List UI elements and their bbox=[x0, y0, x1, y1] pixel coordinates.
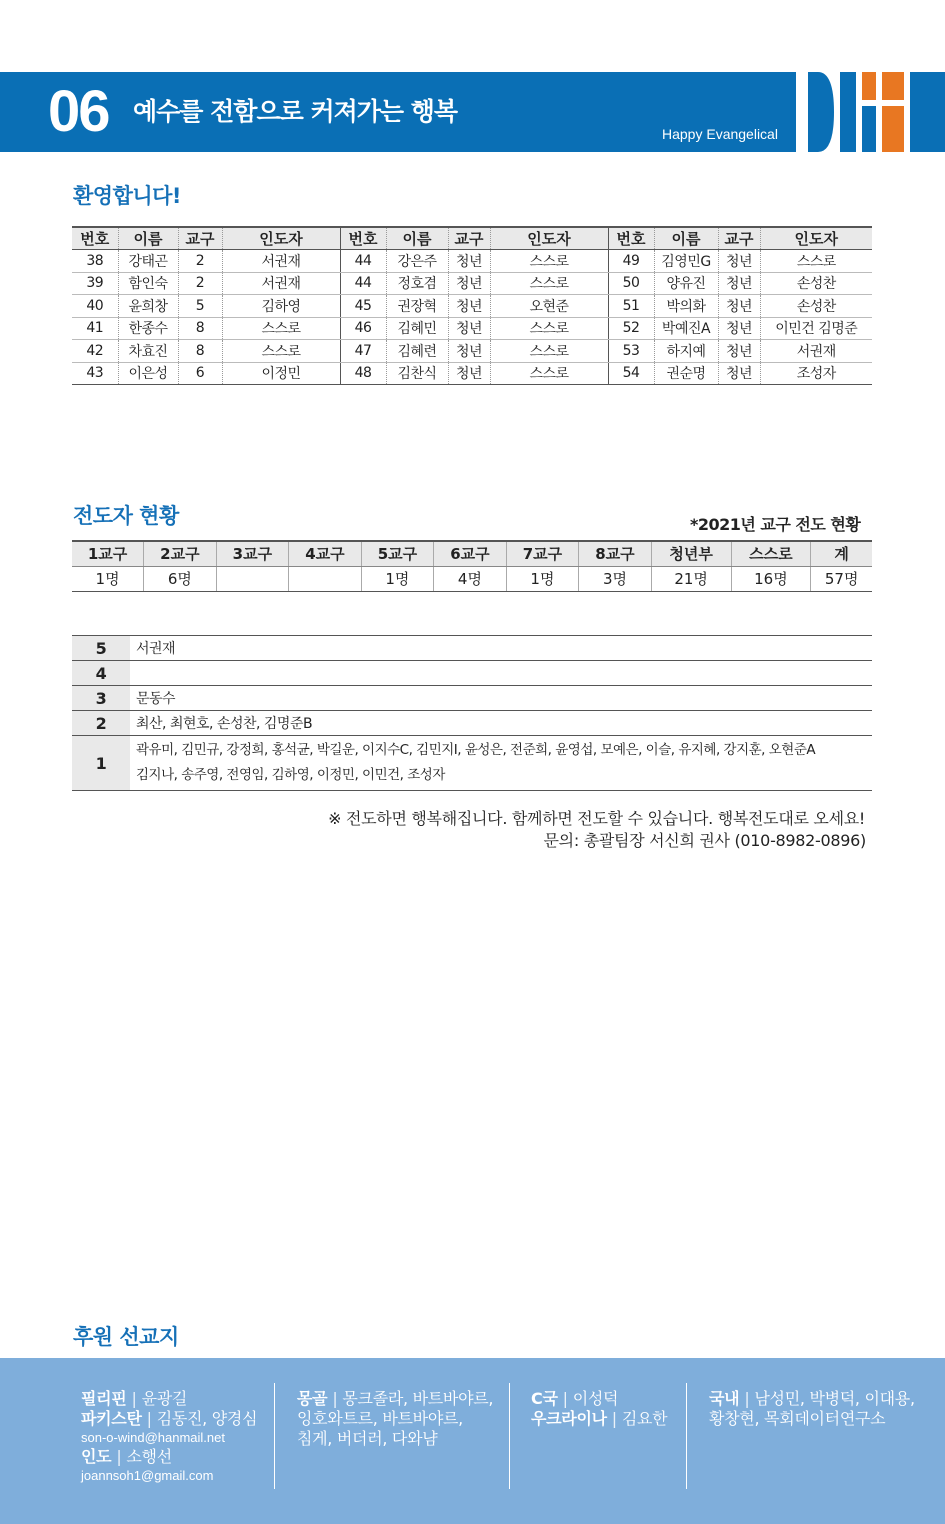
status-title: 전도자 현황 bbox=[73, 504, 179, 528]
cell-parish: 청년 bbox=[448, 362, 490, 385]
status-value bbox=[216, 566, 289, 591]
cell-parish: 청년 bbox=[448, 317, 490, 340]
missions-col-4 bbox=[709, 1389, 915, 1429]
missions-col-2 bbox=[297, 1389, 493, 1449]
status-value bbox=[289, 566, 362, 591]
rank-names: 문동수 bbox=[130, 686, 872, 711]
col-header-parish: 교구 bbox=[718, 227, 760, 250]
col-header-number: 번호 bbox=[340, 227, 386, 250]
missionary-email[interactable]: joannsoh1@gmail.com bbox=[81, 1468, 214, 1483]
missionary-name: 침게, 버더러, 다와냠 bbox=[297, 1429, 438, 1448]
cell-parish: 6 bbox=[178, 362, 222, 385]
cell-number: 53 bbox=[608, 340, 654, 363]
cell-guide: 스스로 bbox=[490, 362, 608, 385]
table-row bbox=[72, 295, 872, 318]
table-row bbox=[72, 362, 872, 385]
welcome-title: 환영합니다! bbox=[73, 184, 182, 208]
cell-guide: 스스로 bbox=[490, 272, 608, 295]
cell-name: 박예진A bbox=[654, 317, 718, 340]
ranking-row bbox=[72, 661, 872, 686]
col-header-number: 번호 bbox=[608, 227, 654, 250]
cell-name: 하지예 bbox=[654, 340, 718, 363]
church-logo-icon bbox=[796, 72, 945, 152]
cell-parish: 청년 bbox=[718, 272, 760, 295]
cell-parish: 청년 bbox=[448, 340, 490, 363]
col-header-parish: 교구 bbox=[448, 227, 490, 250]
status-value: 1명 bbox=[361, 566, 434, 591]
church-logo bbox=[796, 72, 945, 152]
cell-guide: 손성찬 bbox=[760, 272, 872, 295]
missionary-name: 김동진, 양경심 bbox=[156, 1409, 258, 1428]
col-header: 2교구 bbox=[144, 541, 217, 566]
cell-guide: 서권재 bbox=[222, 250, 340, 273]
rank-names-line: 곽유미, 김민규, 강정희, 홍석균, 박길운, 이지수C, 김민지I, 윤성은, 전준희, 윤영섭, 모예은, 이슬, 유지혜, 강지훈, 오현준A bbox=[136, 742, 816, 758]
mission-country: 파키스탄 bbox=[81, 1409, 142, 1428]
cell-name: 김혜련 bbox=[386, 340, 448, 363]
cell-number: 51 bbox=[608, 295, 654, 318]
col-header-parish: 교구 bbox=[178, 227, 222, 250]
cell-name: 김찬식 bbox=[386, 362, 448, 385]
ranking-row bbox=[72, 736, 872, 791]
rank-label: 5 bbox=[72, 636, 130, 661]
column-divider bbox=[509, 1383, 510, 1489]
cell-name: 권순명 bbox=[654, 362, 718, 385]
cell-number: 47 bbox=[340, 340, 386, 363]
cell-number: 41 bbox=[72, 317, 118, 340]
missionary-email[interactable]: son-o-wind@hanmail.net bbox=[81, 1430, 225, 1445]
mission-country: 인도 bbox=[81, 1447, 112, 1466]
cell-parish: 8 bbox=[178, 340, 222, 363]
cell-guide: 스스로 bbox=[490, 340, 608, 363]
cell-guide: 손성찬 bbox=[760, 295, 872, 318]
missions-col-3 bbox=[531, 1389, 667, 1429]
col-header: 8교구 bbox=[579, 541, 652, 566]
cell-guide: 조성자 bbox=[760, 362, 872, 385]
status-value: 57명 bbox=[811, 566, 872, 591]
cell-number: 52 bbox=[608, 317, 654, 340]
cell-number: 50 bbox=[608, 272, 654, 295]
cell-number: 45 bbox=[340, 295, 386, 318]
ranking-row bbox=[72, 636, 872, 661]
status-value: 1명 bbox=[506, 566, 579, 591]
rank-label: 3 bbox=[72, 686, 130, 711]
column-divider bbox=[686, 1383, 687, 1489]
mission-country: 몽골 bbox=[297, 1389, 328, 1408]
col-header: 계 bbox=[811, 541, 872, 566]
missionary-name: 몽크졸라, 바트바야르, bbox=[342, 1389, 494, 1408]
cell-number: 44 bbox=[340, 272, 386, 295]
cell-guide: 스스로 bbox=[490, 317, 608, 340]
mission-entry: 우크라이나 | 김요한 bbox=[531, 1409, 668, 1428]
missionary-name: 잉호와트르, 바트바야르, bbox=[297, 1409, 463, 1428]
cell-name: 권장혁 bbox=[386, 295, 448, 318]
cell-name: 김영민G bbox=[654, 250, 718, 273]
mission-country: 국내 bbox=[709, 1389, 740, 1408]
col-header: 1교구 bbox=[72, 541, 144, 566]
mission-entry: 국내 | 남성민, 박병덕, 이대용, bbox=[709, 1389, 915, 1408]
cell-name: 윤희창 bbox=[118, 295, 178, 318]
cell-guide: 스스로 bbox=[222, 340, 340, 363]
mission-country: 필리핀 bbox=[81, 1389, 127, 1408]
col-header: 청년부 bbox=[651, 541, 731, 566]
cell-guide: 이정민 bbox=[222, 362, 340, 385]
mission-country: C국 bbox=[531, 1389, 558, 1408]
cell-number: 49 bbox=[608, 250, 654, 273]
ranking-table bbox=[72, 635, 872, 791]
rank-names: 서권재 bbox=[130, 636, 872, 661]
cell-parish: 8 bbox=[178, 317, 222, 340]
cell-name: 이은성 bbox=[118, 362, 178, 385]
table-row bbox=[72, 566, 872, 591]
cell-number: 38 bbox=[72, 250, 118, 273]
status-value: 21명 bbox=[651, 566, 731, 591]
cell-number: 40 bbox=[72, 295, 118, 318]
ranking-row bbox=[72, 686, 872, 711]
welcome-table bbox=[72, 226, 872, 385]
ranking-row bbox=[72, 711, 872, 736]
cell-number: 43 bbox=[72, 362, 118, 385]
cell-number: 48 bbox=[340, 362, 386, 385]
footer-contact: 문의: 총괄팀장 서신희 권사 (010-8982-0896) bbox=[543, 831, 866, 850]
cell-guide: 스스로 bbox=[222, 317, 340, 340]
cell-name: 함인숙 bbox=[118, 272, 178, 295]
cell-name: 양유진 bbox=[654, 272, 718, 295]
cell-name: 한종수 bbox=[118, 317, 178, 340]
cell-number: 54 bbox=[608, 362, 654, 385]
rank-label: 4 bbox=[72, 661, 130, 686]
cell-guide: 이민건 김명준 bbox=[760, 317, 872, 340]
col-header-number: 번호 bbox=[72, 227, 118, 250]
cell-guide: 김하영 bbox=[222, 295, 340, 318]
cell-parish: 청년 bbox=[448, 272, 490, 295]
col-header-name: 이름 bbox=[654, 227, 718, 250]
col-header: 4교구 bbox=[289, 541, 362, 566]
cell-name: 김혜민 bbox=[386, 317, 448, 340]
status-table-header bbox=[72, 541, 872, 566]
cell-parish: 청년 bbox=[718, 250, 760, 273]
mission-entry: 파키스탄 | 김동진, 양경심 bbox=[81, 1409, 258, 1428]
cell-guide: 스스로 bbox=[490, 250, 608, 273]
missionary-name: 김요한 bbox=[621, 1409, 668, 1428]
cell-name: 강은주 bbox=[386, 250, 448, 273]
cell-parish: 청년 bbox=[448, 295, 490, 318]
cell-guide: 오현준 bbox=[490, 295, 608, 318]
mission-entry: 필리핀 | 윤광길 bbox=[81, 1389, 188, 1408]
col-header: 7교구 bbox=[506, 541, 579, 566]
missionary-name: 황창현, 목회데이터연구소 bbox=[709, 1409, 886, 1428]
cell-guide: 서권재 bbox=[222, 272, 340, 295]
cell-parish: 청년 bbox=[448, 250, 490, 273]
col-header-guide: 인도자 bbox=[490, 227, 608, 250]
page-number: 06 bbox=[48, 79, 109, 144]
cell-parish: 5 bbox=[178, 295, 222, 318]
col-header-name: 이름 bbox=[386, 227, 448, 250]
page-title: 예수를 전함으로 커져가는 행복 bbox=[133, 97, 458, 126]
cell-parish: 청년 bbox=[718, 317, 760, 340]
header-english-caption: Happy Evangelical bbox=[662, 126, 778, 142]
cell-name: 차효진 bbox=[118, 340, 178, 363]
missions-title: 후원 선교지 bbox=[73, 1325, 179, 1349]
cell-parish: 2 bbox=[178, 272, 222, 295]
rank-names-line: 김지나, 송주영, 전영임, 김하영, 이정민, 이민건, 조성자 bbox=[136, 767, 445, 783]
col-header: 5교구 bbox=[361, 541, 434, 566]
rank-label: 2 bbox=[72, 711, 130, 736]
status-table bbox=[72, 540, 872, 592]
cell-name: 정호겸 bbox=[386, 272, 448, 295]
cell-parish: 청년 bbox=[718, 362, 760, 385]
table-row bbox=[72, 317, 872, 340]
mission-entry: C국 | 이성덕 bbox=[531, 1389, 619, 1408]
cell-parish: 2 bbox=[178, 250, 222, 273]
column-divider bbox=[274, 1383, 275, 1489]
status-value: 1명 bbox=[72, 566, 144, 591]
rank-label: 1 bbox=[72, 736, 130, 791]
cell-number: 42 bbox=[72, 340, 118, 363]
missionary-name: 소행선 bbox=[126, 1447, 172, 1466]
status-value: 3명 bbox=[579, 566, 652, 591]
mission-entry: 몽골 | 몽크졸라, 바트바야르, bbox=[297, 1389, 494, 1408]
table-row bbox=[72, 250, 872, 273]
cell-name: 박의화 bbox=[654, 295, 718, 318]
status-value: 16명 bbox=[731, 566, 811, 591]
cell-number: 44 bbox=[340, 250, 386, 273]
col-header: 6교구 bbox=[434, 541, 507, 566]
missions-col-1 bbox=[81, 1389, 257, 1485]
cell-guide: 서권재 bbox=[760, 340, 872, 363]
col-header-guide: 인도자 bbox=[222, 227, 340, 250]
cell-name: 강태곤 bbox=[118, 250, 178, 273]
missionary-name: 남성민, 박병덕, 이대용, bbox=[754, 1389, 915, 1408]
status-note: *2021년 교구 전도 현황 bbox=[690, 515, 861, 534]
missionary-name: 이성덕 bbox=[572, 1389, 619, 1408]
mission-country: 우크라이나 bbox=[531, 1409, 607, 1428]
cell-number: 39 bbox=[72, 272, 118, 295]
mission-entry: 인도 | 소행선 bbox=[81, 1447, 172, 1466]
table-row bbox=[72, 340, 872, 363]
cell-parish: 청년 bbox=[718, 295, 760, 318]
rank-names: 최산, 최현호, 손성찬, 김명준B bbox=[130, 711, 872, 736]
table-row bbox=[72, 272, 872, 295]
rank-names bbox=[130, 661, 872, 686]
footer-note: ※ 전도하면 행복해집니다. 함께하면 전도할 수 있습니다. 행복전도대로 오세요! bbox=[328, 809, 865, 828]
status-value: 4명 bbox=[434, 566, 507, 591]
col-header: 3교구 bbox=[216, 541, 289, 566]
col-header: 스스로 bbox=[731, 541, 811, 566]
rank-names bbox=[130, 736, 872, 791]
welcome-table-header bbox=[72, 227, 872, 250]
missionary-name: 윤광길 bbox=[141, 1389, 188, 1408]
col-header-guide: 인도자 bbox=[760, 227, 872, 250]
status-value: 6명 bbox=[144, 566, 217, 591]
col-header-name: 이름 bbox=[118, 227, 178, 250]
cell-number: 46 bbox=[340, 317, 386, 340]
cell-guide: 스스로 bbox=[760, 250, 872, 273]
cell-parish: 청년 bbox=[718, 340, 760, 363]
